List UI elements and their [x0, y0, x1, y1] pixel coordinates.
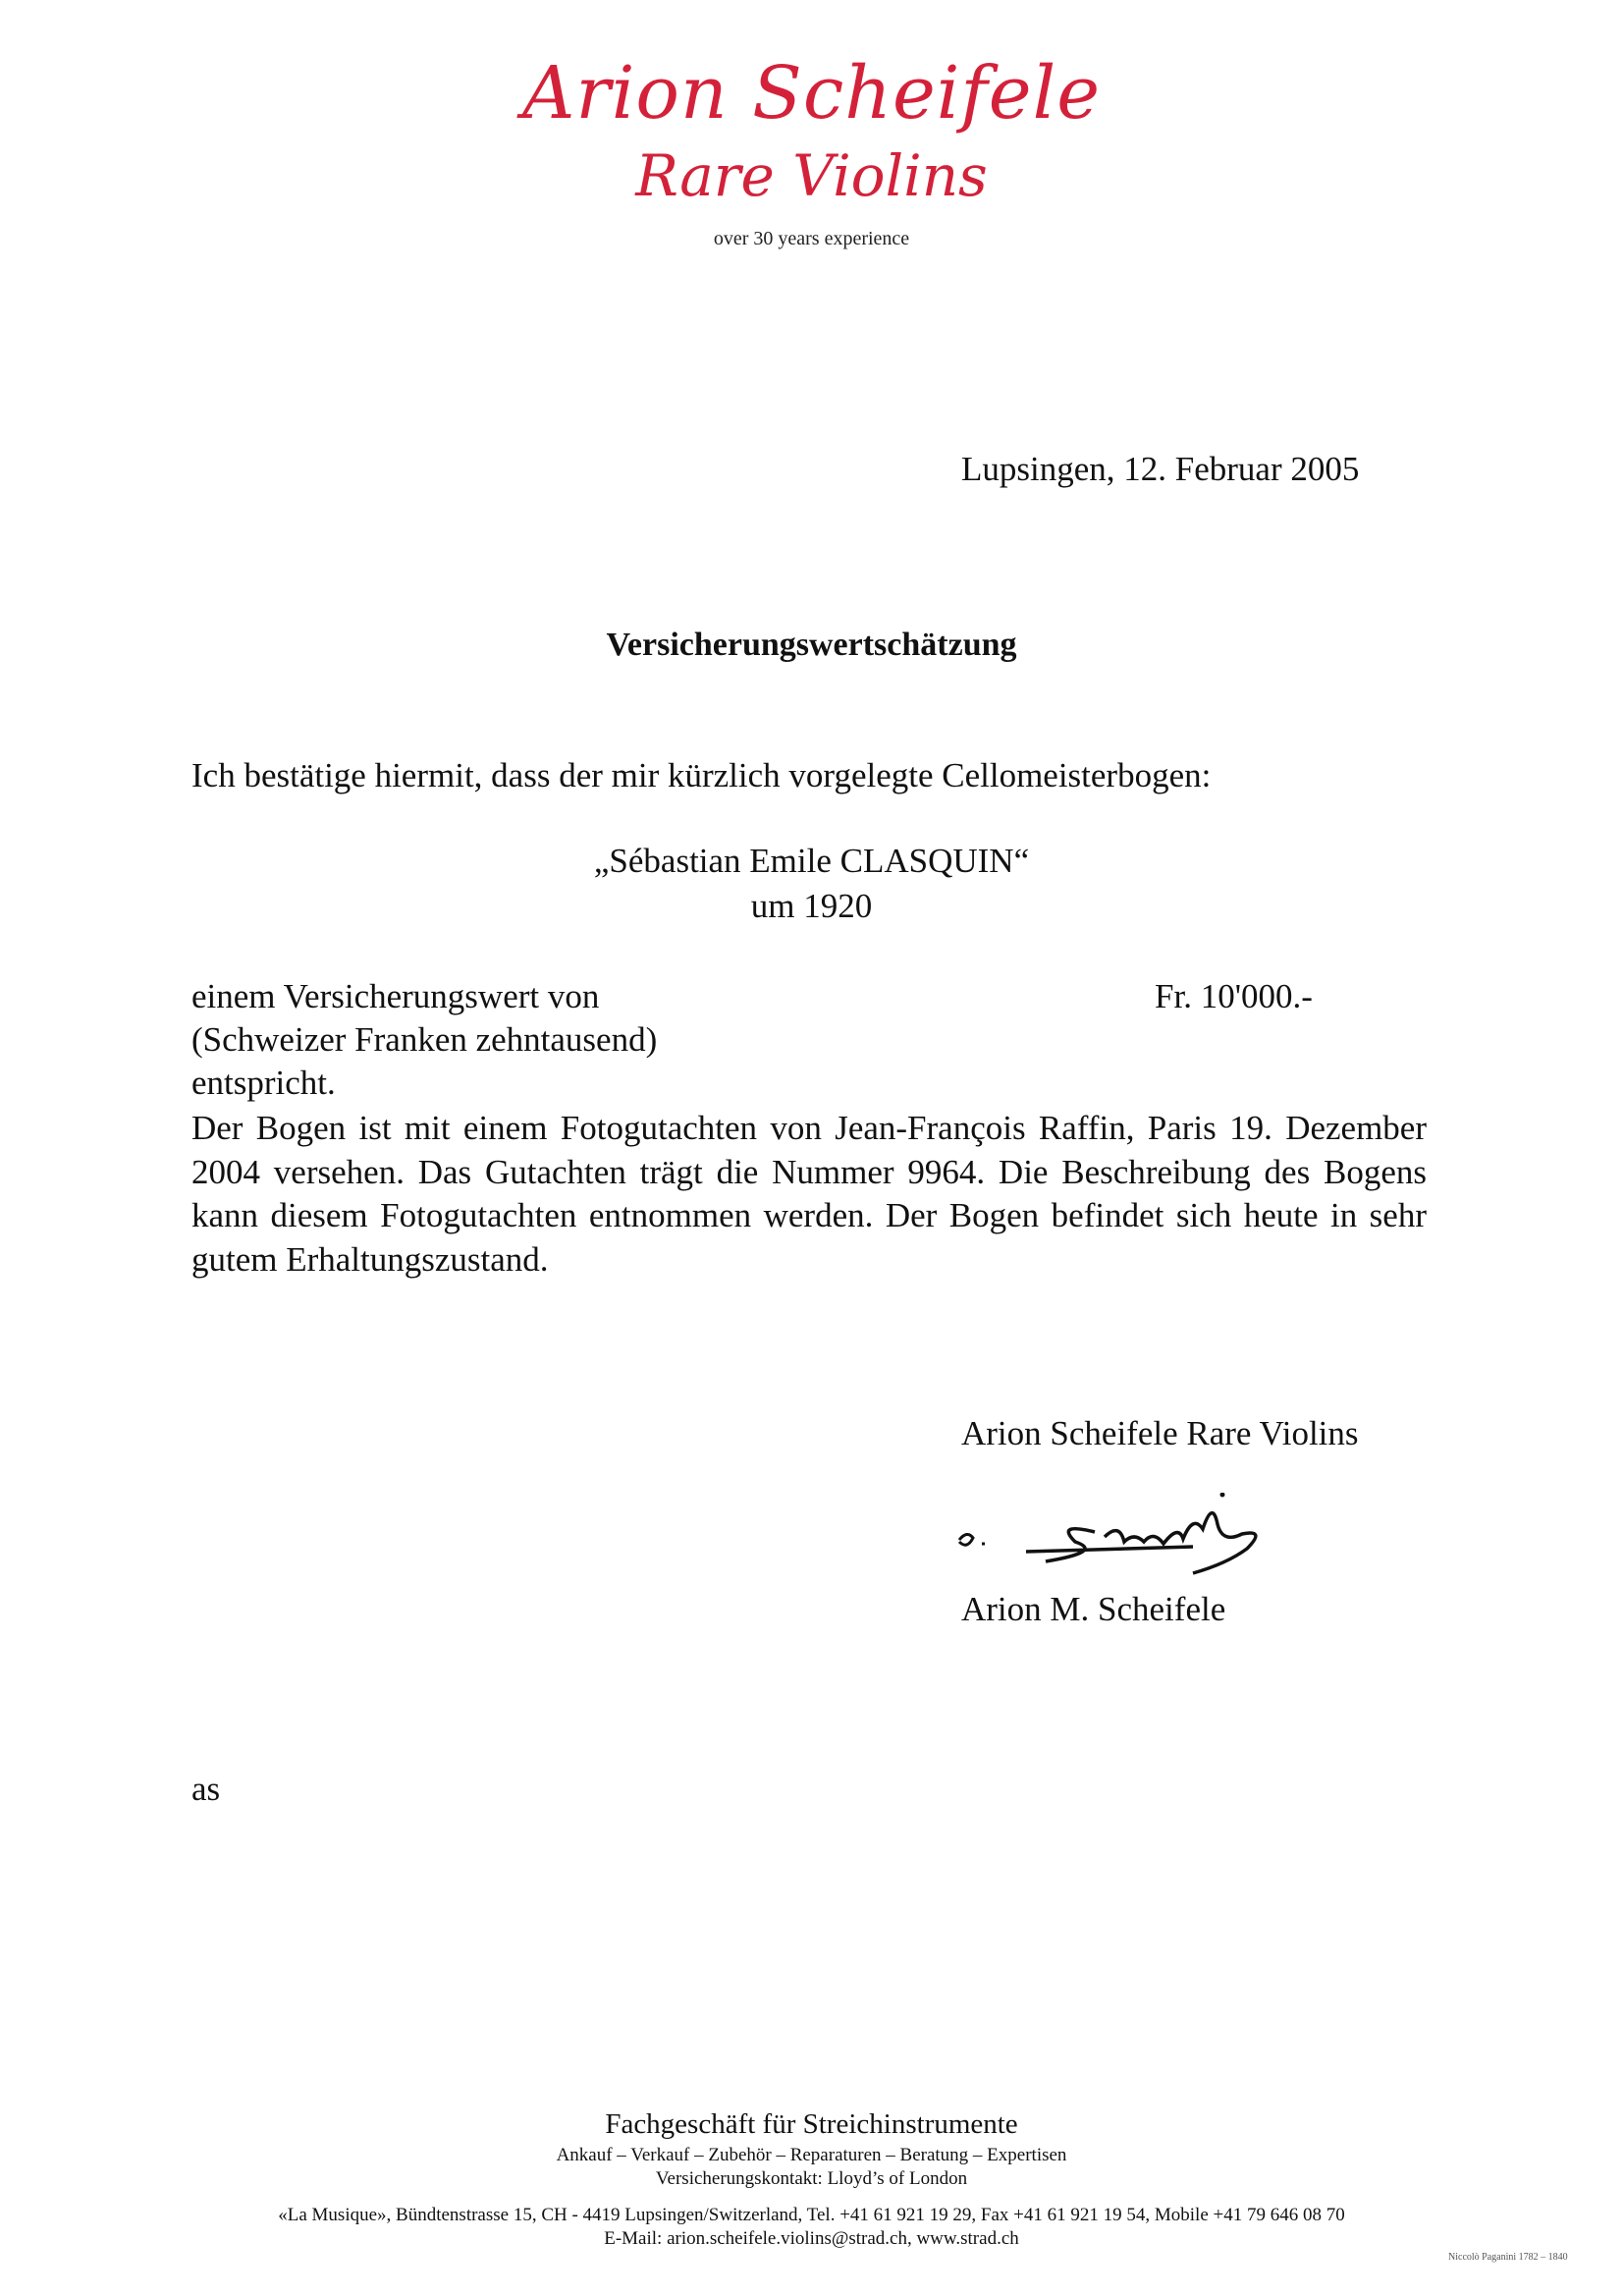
closing-company: Arion Scheifele Rare Violins	[961, 1414, 1359, 1452]
signer-name: Arion M. Scheifele	[961, 1590, 1226, 1628]
footer-insurance: Versicherungskontakt: Lloyd’s of London	[655, 2168, 968, 2189]
value-amount: Fr. 10'000.-	[1155, 977, 1313, 1015]
value-end: entspricht.	[191, 1064, 336, 1102]
date-line: Lupsingen, 12. Februar 2005	[961, 450, 1360, 488]
typist-initials: as	[191, 1770, 221, 1808]
signature	[947, 1493, 1340, 1601]
footer-business: Fachgeschäft für Streichinstrumente	[605, 2108, 1018, 2140]
value-label: einem Versicherungswert von	[191, 977, 600, 1015]
item-date: um 1920	[750, 887, 873, 925]
footer-credit: Niccolò Paganini 1782 – 1840	[1448, 2252, 1568, 2263]
letterhead-tagline: over 30 years experience	[713, 228, 910, 249]
document-title: Versicherungswertschätzung	[606, 627, 1017, 663]
letterhead-name: Arion Scheifele	[521, 51, 1102, 136]
footer-services: Ankauf – Verkauf – Zubehör – Reparaturen – Beratung – Expertisen	[556, 2145, 1067, 2165]
letterhead-subtitle: Rare Violins	[635, 142, 988, 209]
item-name: „Sébastian Emile CLASQUIN“	[593, 842, 1030, 880]
intro-text: Ich bestätige hiermit, dass der mir kürzlich vorgelegte Cellomeisterbogen:	[191, 756, 1212, 794]
footer-address: «La Musique», Bündtenstrasse 15, CH - 4419 Lupsingen/Switzerland, Tel. +41 61 921 19 29, Fax +41 61 921 19 54, Mobile +41 79 646 08 70	[278, 2205, 1345, 2225]
value-words: (Schweizer Franken zehntausend)	[191, 1020, 658, 1059]
footer-contact: E-Mail: arion.scheifele.violins@strad.ch, www.strad.ch	[604, 2228, 1019, 2249]
description-paragraph: Der Bogen ist mit einem Fotogutachten von Jean-François Raffin, Paris 19. Dezember 2004 versehen. Das Gutachten trägt die Nummer 9964. Die Beschreibung des Bogens kann diesem Fotogutachten entnommen werden. Der Bogen befindet sich heute in sehr gutem Erhaltungszustand.	[191, 1109, 1427, 1279]
